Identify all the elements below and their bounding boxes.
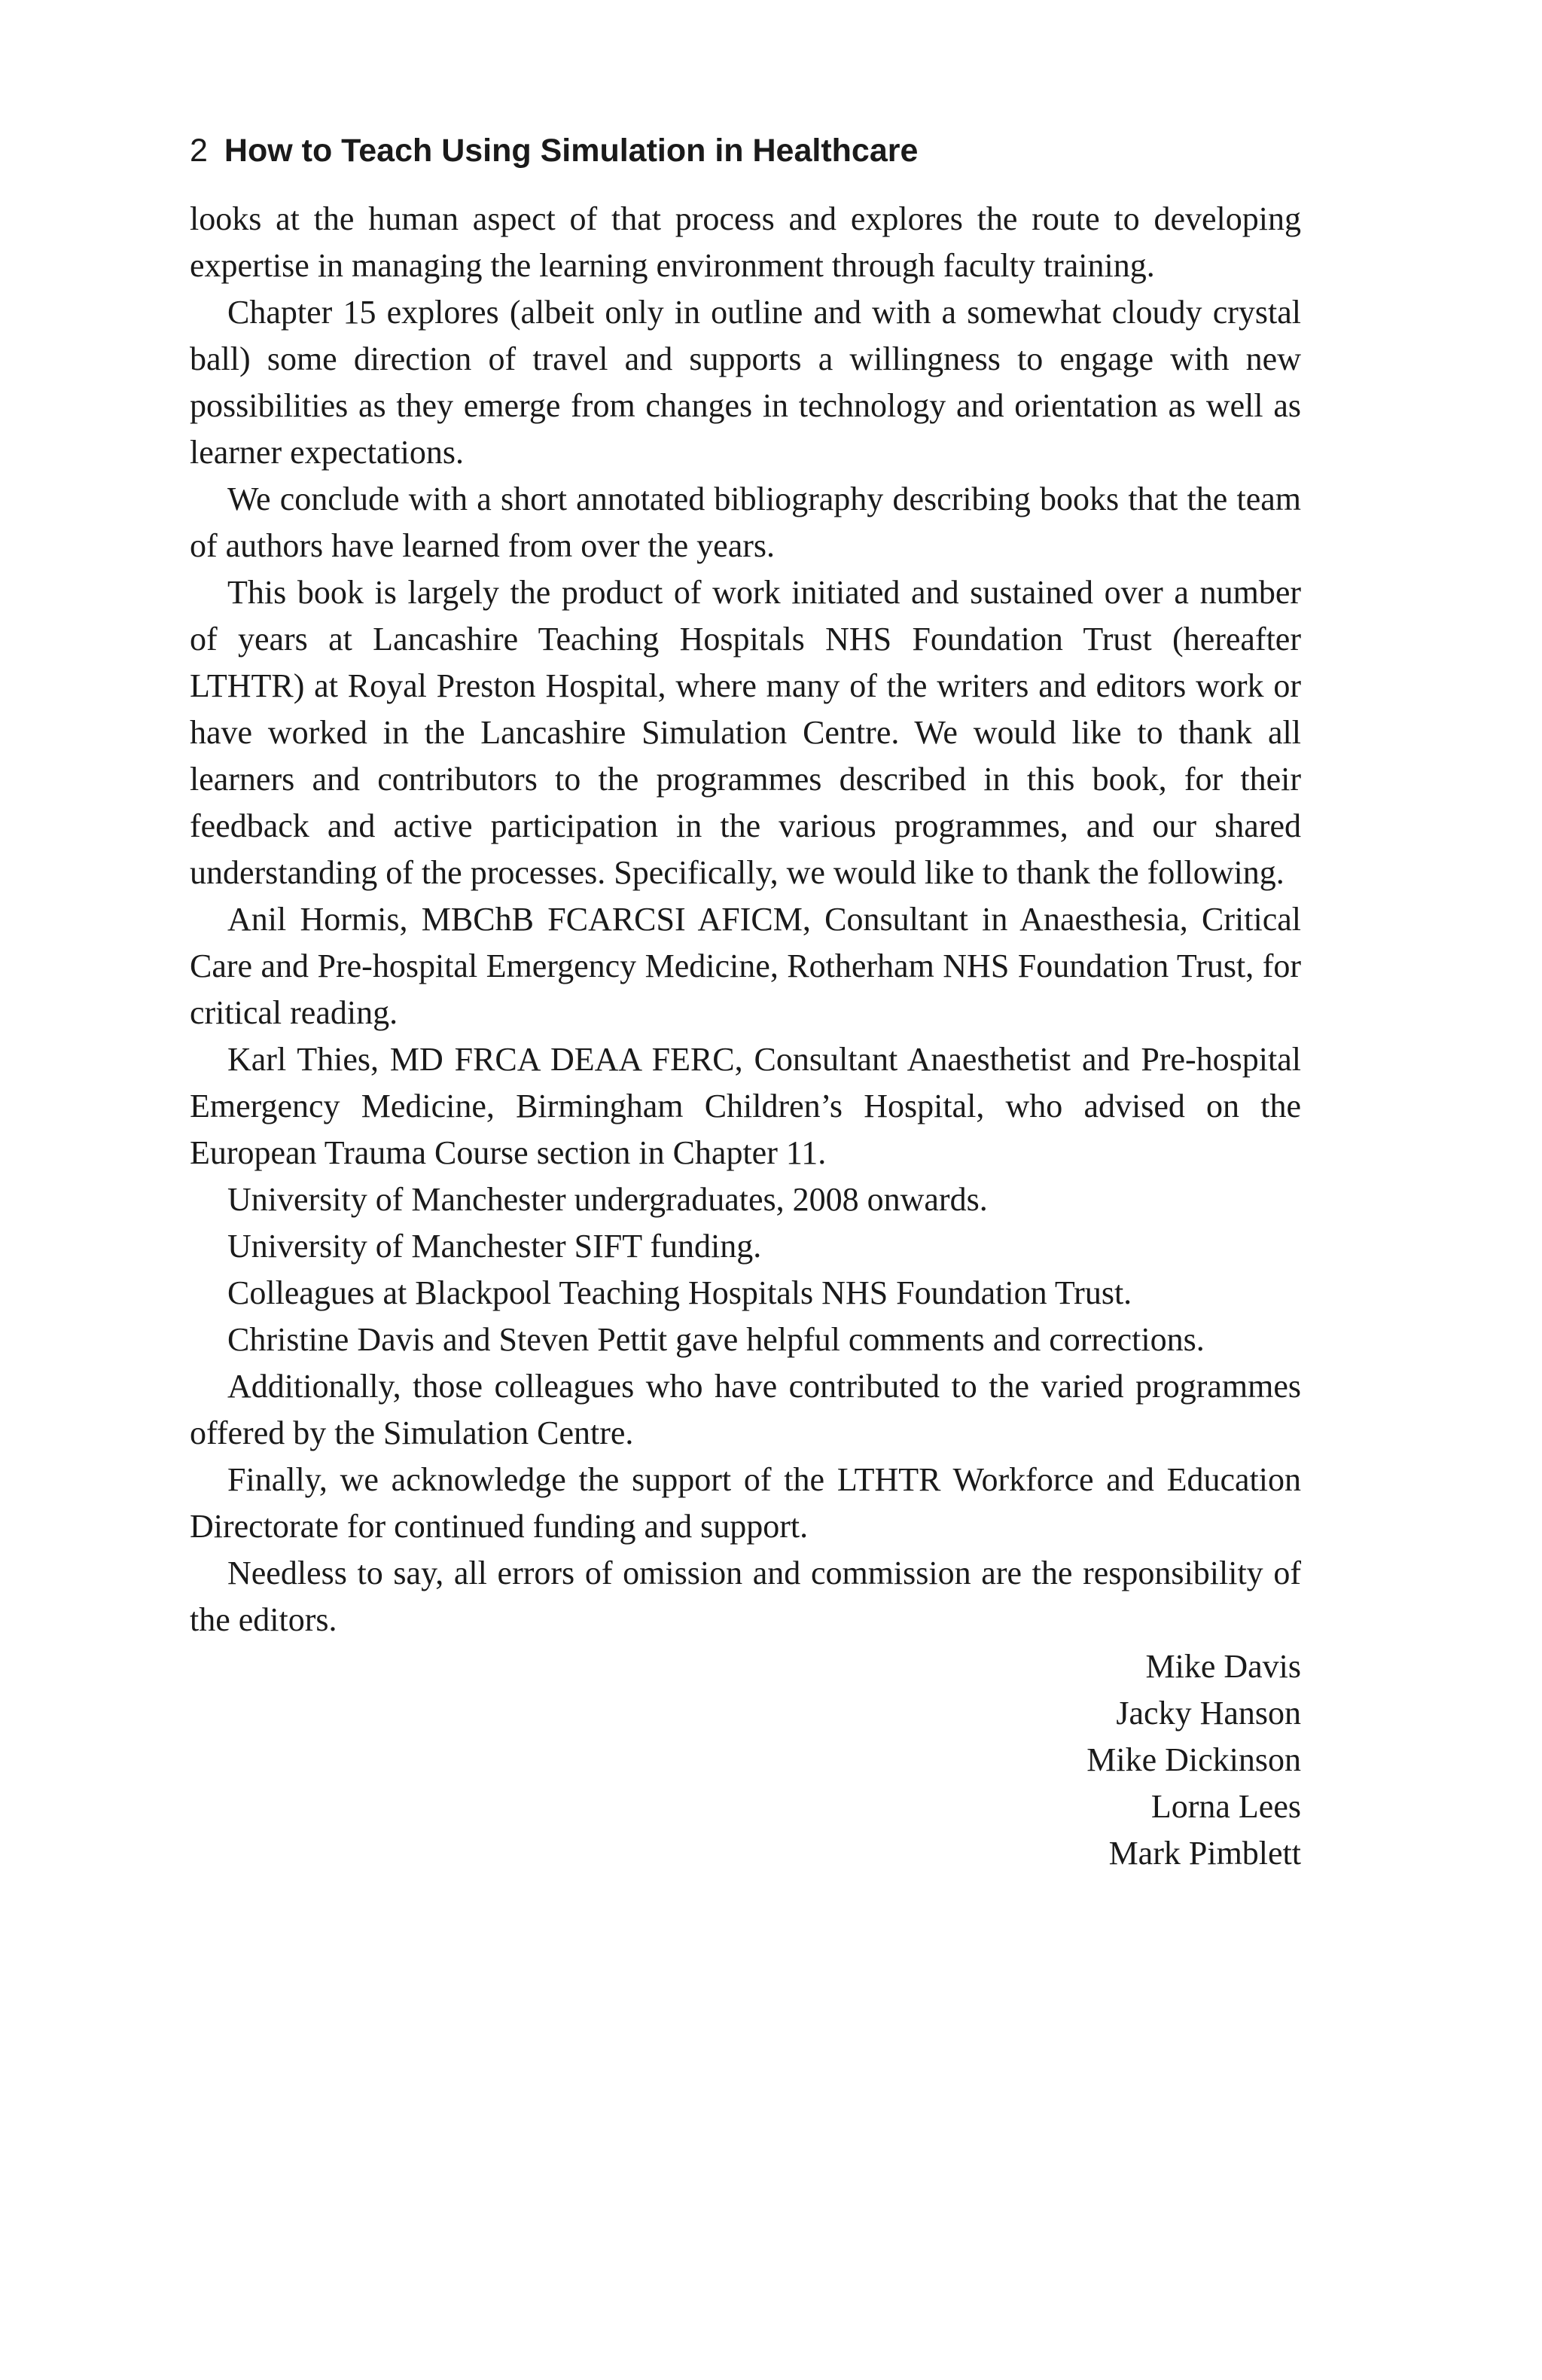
paragraph: University of Manchester SIFT funding. (227, 1228, 762, 1265)
paragraph: Anil Hormis, MBChB FCARCSI AFICM, Consultant in Anaesthesia, Critical Care and Pre-hospital Emergency Medicine, Rotherham NHS Foundation Trust, for critical reading. (190, 901, 1301, 1031)
running-header (190, 128, 1301, 173)
editor-name: Jacky Hanson (1116, 1695, 1301, 1732)
paragraph: Additionally, those colleagues who have contributed to the varied programmes offered by the Simulation Centre. (190, 1368, 1301, 1451)
editor-name: Mike Dickinson (1086, 1741, 1301, 1778)
body-text (190, 196, 1301, 1643)
paragraph: Chapter 15 explores (albeit only in outline and with a somewhat cloudy crystal ball) some direction of travel and supports a willingness to engage with new possibilities as they emerge from changes in technology and orientation as well as learner expectations. (190, 294, 1301, 471)
page-number: 2 (190, 133, 208, 169)
paragraph: University of Manchester undergraduates, 2008 onwards. (227, 1181, 988, 1218)
paragraph: Karl Thies, MD FRCA DEAA FERC, Consultant Anaesthetist and Pre-hospital Emergency Medicine, Birmingham Children’s Hospital, who advised on the European Trauma Course section in Chapter 11. (190, 1041, 1301, 1171)
editor-name: Mark Pimblett (1108, 1835, 1301, 1872)
editor-signatures (190, 1643, 1301, 1877)
editor-name: Lorna Lees (1150, 1788, 1301, 1825)
paragraph: We conclude with a short annotated bibliography describing books that the team of authors have learned from over the years. (190, 481, 1301, 564)
paragraph: Needless to say, all errors of omission and commission are the responsibility of the editors. (190, 1555, 1301, 1638)
paragraph: Christine Davis and Steven Pettit gave helpful comments and corrections. (227, 1321, 1205, 1358)
paragraph: Finally, we acknowledge the support of the LTHTR Workforce and Education Directorate for continued funding and support. (190, 1461, 1301, 1545)
paragraph: Colleagues at Blackpool Teaching Hospitals NHS Foundation Trust. (227, 1274, 1132, 1311)
paragraph: This book is largely the product of work initiated and sustained over a number of years at Lancashire Teaching Hospitals NHS Foundation Trust (hereafter LTHTR) at Royal Preston Hospital, where many of the writers and editors work or have worked in the Lancashire Simulation Centre. We would like to thank all learners and contributors to the programmes described in this book, for their feedback and active participation in the various programmes, and our shared understanding of the processes. Specifically, we would like to thank the following. (190, 574, 1301, 891)
book-title: How to Teach Using Simulation in Healthcare (224, 133, 919, 169)
book-page (190, 128, 1301, 1877)
paragraph: looks at the human aspect of that process and explores the route to developing expertise in managing the learning environment through faculty training. (190, 200, 1301, 284)
editor-name: Mike Davis (1145, 1648, 1301, 1685)
